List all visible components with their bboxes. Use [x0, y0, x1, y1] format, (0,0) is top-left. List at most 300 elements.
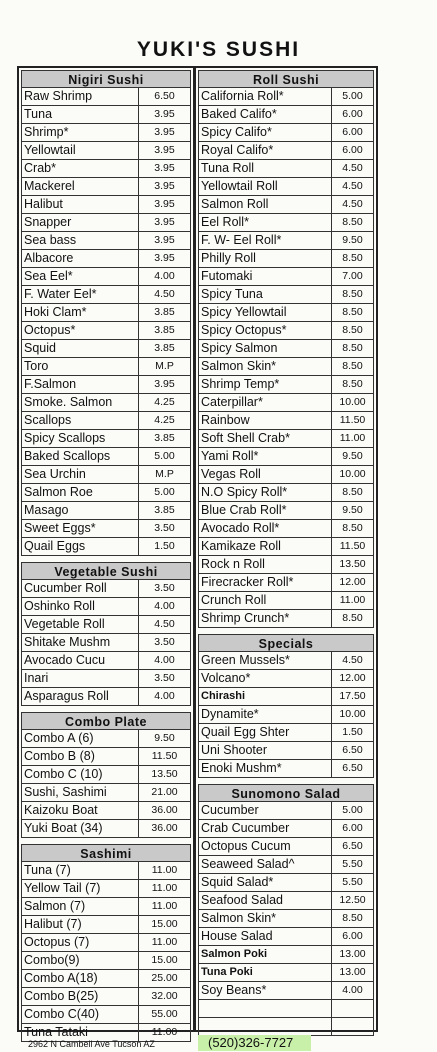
menu-item-name: Raw Shrimp	[21, 88, 139, 106]
menu-item-name: Squid Salad*	[198, 874, 332, 892]
menu-item-name: Green Mussels*	[198, 652, 332, 670]
menu-item-futomaki	[198, 268, 374, 286]
menu-item-name: Salmon Roll	[198, 196, 332, 214]
menu-item-scallops	[21, 412, 191, 430]
menu-item-name: Scallops	[21, 412, 139, 430]
menu-item-price: 4.50	[332, 652, 374, 670]
menu-item-asparagus-roll	[21, 688, 191, 706]
section-header-nigiri-sushi: Nigiri Sushi	[21, 70, 191, 88]
section-gap	[196, 628, 376, 632]
menu-item-price: 3.50	[139, 580, 191, 598]
menu-item-avocado-roll	[198, 520, 374, 538]
menu-item-price: 11.00	[139, 862, 191, 880]
menu-item-name: Quail Eggs	[21, 538, 139, 556]
menu-item-name: Yuki Boat (34)	[21, 820, 139, 838]
menu-item-price: 4.00	[139, 268, 191, 286]
menu-item-price: 4.50	[332, 160, 374, 178]
menu-item-name: Seaweed Salad^	[198, 856, 332, 874]
menu-item-sea-eel	[21, 268, 191, 286]
menu-item-price: 13.50	[139, 766, 191, 784]
menu-item-name: Kamikaze Roll	[198, 538, 332, 556]
menu-item-price: 12.00	[332, 670, 374, 688]
menu-item-price: 25.00	[139, 970, 191, 988]
menu-item-mackerel	[21, 178, 191, 196]
menu-item-name: Salmon Skin*	[198, 910, 332, 928]
menu-item-price: 10.00	[332, 394, 374, 412]
menu-item-name: Dynamite*	[198, 706, 332, 724]
menu-item-kaizoku-boat	[21, 802, 191, 820]
menu-item-quail-eggs	[21, 538, 191, 556]
menu-item-toro	[21, 358, 191, 376]
menu-item-name: Salmon Roe	[21, 484, 139, 502]
menu-item-name: Mackerel	[21, 178, 139, 196]
menu-item-sea-urchin	[21, 466, 191, 484]
menu-item-name: Combo A(18)	[21, 970, 139, 988]
address: 2962 N Cambell Ave Tucson AZ	[28, 1039, 155, 1049]
menu-item-price: 4.50	[332, 196, 374, 214]
menu-item-price: 15.00	[139, 952, 191, 970]
menu-item-name: Futomaki	[198, 268, 332, 286]
menu-item-spicy-yellowtail	[198, 304, 374, 322]
menu-item-name: Salmon Poki	[198, 946, 332, 964]
menu-item-price: 4.00	[139, 598, 191, 616]
menu-item-name: Halibut (7)	[21, 916, 139, 934]
menu-item-name: Spicy Scallops	[21, 430, 139, 448]
menu-item-california-roll	[198, 88, 374, 106]
menu-item-combo-c-40	[21, 1006, 191, 1024]
menu-item-name: Shrimp Crunch*	[198, 610, 332, 628]
menu-item-name: Inari	[21, 670, 139, 688]
menu-item-price: 11.00	[139, 880, 191, 898]
menu-item-name: Hoki Clam*	[21, 304, 139, 322]
menu-item-seaweed-salad	[198, 856, 374, 874]
menu-item-name: Seafood Salad	[198, 892, 332, 910]
menu-item-price: 9.50	[332, 232, 374, 250]
menu-item-price: 8.50	[332, 610, 374, 628]
menu-item-price: 11.00	[332, 430, 374, 448]
menu-item-name: Sea Urchin	[21, 466, 139, 484]
menu-item-spicy-salmon	[198, 340, 374, 358]
menu-item-philly-roll	[198, 250, 374, 268]
menu-item-price: 5.00	[332, 802, 374, 820]
menu-item-name: Tuna (7)	[21, 862, 139, 880]
menu-item-salmon-skin	[198, 910, 374, 928]
menu-item-name	[198, 1018, 332, 1036]
menu-item-house-salad	[198, 928, 374, 946]
menu-item-name: Avocado Cucu	[21, 652, 139, 670]
menu-item-shrimp	[21, 124, 191, 142]
menu-item-price: 8.50	[332, 484, 374, 502]
menu-item-name: Snapper	[21, 214, 139, 232]
menu-item-price: 3.95	[139, 106, 191, 124]
menu-item-price	[332, 1000, 374, 1018]
menu-item-dynamite	[198, 706, 374, 724]
menu-item-price: 10.00	[332, 706, 374, 724]
menu-item-price: 4.50	[139, 286, 191, 304]
menu-item-name: Sea Eel*	[21, 268, 139, 286]
menu-item-price: 4.00	[139, 688, 191, 706]
menu-item-price: 6.50	[139, 88, 191, 106]
menu-item-name: Spicy Tuna	[198, 286, 332, 304]
menu-item-price: 10.00	[332, 466, 374, 484]
menu-item-price: 15.00	[139, 916, 191, 934]
menu-item-name: Spicy Califo*	[198, 124, 332, 142]
menu-item-sea-bass	[21, 232, 191, 250]
menu-item-name: Tuna Roll	[198, 160, 332, 178]
menu-item-name: Philly Roll	[198, 250, 332, 268]
menu-item-spicy-octopus	[198, 322, 374, 340]
menu-item-price: 8.50	[332, 286, 374, 304]
menu-item-name: Rock n Roll	[198, 556, 332, 574]
menu-item-name: Rainbow	[198, 412, 332, 430]
menu-item-name: Soft Shell Crab*	[198, 430, 332, 448]
menu-item-price	[332, 1018, 374, 1036]
menu-item-price: 3.85	[139, 304, 191, 322]
menu-item-name: Baked Scallops	[21, 448, 139, 466]
menu-item-name: Cucumber Roll	[21, 580, 139, 598]
left-menu-column	[17, 66, 195, 1039]
menu-item-quail-egg-shter	[198, 724, 374, 742]
menu-item-price: 6.00	[332, 820, 374, 838]
menu-item-price: 11.00	[139, 934, 191, 952]
menu-item-soy-beans	[198, 982, 374, 1000]
menu-item-price: 4.00	[332, 982, 374, 1000]
menu-item-price: 3.95	[139, 232, 191, 250]
menu-item-price: 9.50	[332, 502, 374, 520]
menu-item-yami-roll	[198, 448, 374, 466]
menu-item-crab	[21, 160, 191, 178]
menu-item-price: 11.50	[139, 748, 191, 766]
menu-item-spicy-califo	[198, 124, 374, 142]
menu-item-name: Sushi, Sashimi	[21, 784, 139, 802]
menu-item-name: Combo C(40)	[21, 1006, 139, 1024]
menu-item-raw-shrimp	[21, 88, 191, 106]
menu-item-yellowtail	[21, 142, 191, 160]
section-header-sashimi: Sashimi	[21, 844, 191, 862]
menu-item-name: Royal Califo*	[198, 142, 332, 160]
menu-item-price: 36.00	[139, 820, 191, 838]
menu-item-name: Asparagus Roll	[21, 688, 139, 706]
restaurant-title: YUKI'S SUSHI	[136, 38, 301, 61]
menu-item-name: Masago	[21, 502, 139, 520]
menu-item-name: N.O Spicy Roll*	[198, 484, 332, 502]
menu-item-salmon-skin	[198, 358, 374, 376]
menu-item-name: Albacore	[21, 250, 139, 268]
phone-number: (520)326-7727	[198, 1035, 311, 1051]
menu-item-oshinko-roll	[21, 598, 191, 616]
menu-item-price: 3.95	[139, 196, 191, 214]
menu-item-name: F. W- Eel Roll*	[198, 232, 332, 250]
menu-item-price: 8.50	[332, 340, 374, 358]
menu-item-chirashi	[198, 688, 374, 706]
menu-item-combo-c-10	[21, 766, 191, 784]
menu-item-hoki-clam	[21, 304, 191, 322]
menu-item-shitake-mushm	[21, 634, 191, 652]
menu-item-name: Yellowtail Roll	[198, 178, 332, 196]
menu-item-price: 4.50	[332, 178, 374, 196]
menu-item-price: 8.50	[332, 520, 374, 538]
menu-item-price: 12.00	[332, 574, 374, 592]
menu-item-price: 7.00	[332, 268, 374, 286]
menu-item-name: Octopus (7)	[21, 934, 139, 952]
menu-item-caterpillar	[198, 394, 374, 412]
menu-item-price: 4.25	[139, 412, 191, 430]
menu-item-name: Firecracker Roll*	[198, 574, 332, 592]
menu-item-price: 8.50	[332, 358, 374, 376]
menu-item-price: 12.50	[332, 892, 374, 910]
menu-item-combo-b-25	[21, 988, 191, 1006]
menu-item-name: Vegetable Roll	[21, 616, 139, 634]
menu-item-name: Smoke. Salmon	[21, 394, 139, 412]
menu-item-blank	[198, 1000, 374, 1018]
menu-item-name: Blue Crab Roll*	[198, 502, 332, 520]
menu-item-price: 13.00	[332, 946, 374, 964]
menu-item-price: 13.50	[332, 556, 374, 574]
menu-item-snapper	[21, 214, 191, 232]
menu-item-halibut	[21, 196, 191, 214]
menu-item-price: 3.95	[139, 142, 191, 160]
menu-item-price: 17.50	[332, 688, 374, 706]
menu-item-tuna-roll	[198, 160, 374, 178]
menu-item-price: 8.50	[332, 322, 374, 340]
menu-item-crunch-roll	[198, 592, 374, 610]
menu-item-uni-shooter	[198, 742, 374, 760]
menu-item-combo-b-8	[21, 748, 191, 766]
menu-item-name: Spicy Salmon	[198, 340, 332, 358]
section-header-combo-plate: Combo Plate	[21, 712, 191, 730]
menu-item-name: F. Water Eel*	[21, 286, 139, 304]
menu-item-price: 5.00	[139, 484, 191, 502]
menu-item-price: 8.50	[332, 304, 374, 322]
menu-item-price: 8.50	[332, 376, 374, 394]
menu-item-price: 11.00	[139, 1024, 191, 1042]
menu-item-shrimp-temp	[198, 376, 374, 394]
menu-item-seafood-salad	[198, 892, 374, 910]
menu-item-name: Salmon (7)	[21, 898, 139, 916]
menu-item-volcano	[198, 670, 374, 688]
menu-item-masago	[21, 502, 191, 520]
menu-item-price: 3.95	[139, 214, 191, 232]
menu-item-name: Salmon Skin*	[198, 358, 332, 376]
menu-item-price: 3.85	[139, 340, 191, 358]
menu-item-price: 5.00	[332, 88, 374, 106]
menu-item-price: 1.50	[332, 724, 374, 742]
right-menu-column	[194, 66, 378, 1032]
menu-item-yuki-boat-34	[21, 820, 191, 838]
menu-item-combo-a-6	[21, 730, 191, 748]
menu-item-price: 4.00	[139, 652, 191, 670]
menu-item-price: 5.50	[332, 874, 374, 892]
menu-item-price: 11.50	[332, 412, 374, 430]
menu-item-tuna-poki	[198, 964, 374, 982]
menu-item-name: Crunch Roll	[198, 592, 332, 610]
menu-item-name: Yami Roll*	[198, 448, 332, 466]
menu-item-name: Yellowtail	[21, 142, 139, 160]
menu-item-price: 4.25	[139, 394, 191, 412]
menu-item-price: 4.50	[139, 616, 191, 634]
menu-item-name: Yellow Tail (7)	[21, 880, 139, 898]
section-header-specials: Specials	[198, 634, 374, 652]
menu-item-eel-roll	[198, 214, 374, 232]
menu-item-name: Avocado Roll*	[198, 520, 332, 538]
menu-item-name: Combo B(25)	[21, 988, 139, 1006]
menu-item-price: 3.85	[139, 322, 191, 340]
menu-item-name: Volcano*	[198, 670, 332, 688]
menu-item-combo-a-18	[21, 970, 191, 988]
menu-item-blank	[198, 1018, 374, 1036]
menu-item-price: 6.00	[332, 106, 374, 124]
menu-item-n-o-spicy-roll	[198, 484, 374, 502]
menu-item-price: 8.50	[332, 250, 374, 268]
menu-item-cucumber-roll	[21, 580, 191, 598]
menu-item-salmon-roe	[21, 484, 191, 502]
menu-item-blue-crab-roll	[198, 502, 374, 520]
menu-item-name: Combo A (6)	[21, 730, 139, 748]
menu-item-price: 6.00	[332, 142, 374, 160]
menu-item-rainbow	[198, 412, 374, 430]
menu-item-name: Octopus Cucum	[198, 838, 332, 856]
menu-item-name: House Salad	[198, 928, 332, 946]
menu-item-royal-califo	[198, 142, 374, 160]
menu-item-name: Kaizoku Boat	[21, 802, 139, 820]
menu-item-name: Soy Beans*	[198, 982, 332, 1000]
menu-item-price: 6.50	[332, 760, 374, 778]
menu-item-price: 6.50	[332, 742, 374, 760]
menu-item-name: Shrimp Temp*	[198, 376, 332, 394]
menu-item-vegetable-roll	[21, 616, 191, 634]
menu-item-name: Sea bass	[21, 232, 139, 250]
menu-item-yellowtail-roll	[198, 178, 374, 196]
menu-item-name: Vegas Roll	[198, 466, 332, 484]
menu-item-vegas-roll	[198, 466, 374, 484]
menu-item-name: Cucumber	[198, 802, 332, 820]
menu-item-name: Quail Egg Shter	[198, 724, 332, 742]
menu-item-price: 32.00	[139, 988, 191, 1006]
menu-item-price: 5.50	[332, 856, 374, 874]
menu-item-octopus-cucum	[198, 838, 374, 856]
menu-item-price: 5.00	[139, 448, 191, 466]
menu-item-squid-salad	[198, 874, 374, 892]
menu-item-name: Shrimp*	[21, 124, 139, 142]
menu-item-enoki-mushm	[198, 760, 374, 778]
section-gap	[19, 706, 193, 710]
menu-item-firecracker-roll	[198, 574, 374, 592]
menu-item-price: 6.00	[332, 928, 374, 946]
menu-item-tuna	[21, 106, 191, 124]
section-gap	[196, 778, 376, 782]
menu-item-price: 3.50	[139, 520, 191, 538]
menu-item-name: Oshinko Roll	[21, 598, 139, 616]
menu-item-smoke-salmon	[21, 394, 191, 412]
menu-item-name: Tuna Tataki	[21, 1024, 139, 1042]
section-gap	[19, 838, 193, 842]
menu-item-cucumber	[198, 802, 374, 820]
menu-item-price: M.P	[139, 466, 191, 484]
menu-item-price: 8.50	[332, 910, 374, 928]
menu-item-inari	[21, 670, 191, 688]
menu-item-name: Halibut	[21, 196, 139, 214]
menu-item-spicy-scallops	[21, 430, 191, 448]
menu-item-name: Toro	[21, 358, 139, 376]
menu-item-price: 3.95	[139, 376, 191, 394]
menu-item-name: Combo(9)	[21, 952, 139, 970]
menu-item-name: Tuna	[21, 106, 139, 124]
section-gap	[19, 556, 193, 560]
menu-item-name: Chirashi	[198, 688, 332, 706]
menu-item-name: Sweet Eggs*	[21, 520, 139, 538]
menu-item-name: Crab Cucumber	[198, 820, 332, 838]
menu-item-soft-shell-crab	[198, 430, 374, 448]
menu-item-f-salmon	[21, 376, 191, 394]
menu-item-name: Uni Shooter	[198, 742, 332, 760]
menu-item-crab-cucumber	[198, 820, 374, 838]
menu-item-baked-califo	[198, 106, 374, 124]
menu-item-baked-scallops	[21, 448, 191, 466]
menu-item-name: Crab*	[21, 160, 139, 178]
menu-item-name: Shitake Mushm	[21, 634, 139, 652]
menu-item-tuna-7	[21, 862, 191, 880]
menu-item-price: 13.00	[332, 964, 374, 982]
menu-item-price: 1.50	[139, 538, 191, 556]
menu-item-name: Baked Califo*	[198, 106, 332, 124]
menu-item-name: Octopus*	[21, 322, 139, 340]
menu-item-price: 3.95	[139, 178, 191, 196]
menu-item-name: Caterpillar*	[198, 394, 332, 412]
menu-item-price: 55.00	[139, 1006, 191, 1024]
menu-item-price: 9.50	[332, 448, 374, 466]
menu-item-salmon-poki	[198, 946, 374, 964]
menu-item-name: Eel Roll*	[198, 214, 332, 232]
menu-item-sweet-eggs	[21, 520, 191, 538]
menu-item-f-w-eel-roll	[198, 232, 374, 250]
menu-item-price: 11.50	[332, 538, 374, 556]
menu-item-name: Combo B (8)	[21, 748, 139, 766]
section-header-sunomono-salad: Sunomono Salad	[198, 784, 374, 802]
menu-item-price: 11.00	[332, 592, 374, 610]
menu-item-name: F.Salmon	[21, 376, 139, 394]
menu-item-squid	[21, 340, 191, 358]
menu-item-price: 3.85	[139, 430, 191, 448]
menu-item-name: Combo C (10)	[21, 766, 139, 784]
menu-item-price: M.P	[139, 358, 191, 376]
menu-item-halibut-7	[21, 916, 191, 934]
menu-item-name: Spicy Yellowtail	[198, 304, 332, 322]
menu-item-combo-9	[21, 952, 191, 970]
menu-item-rock-n-roll	[198, 556, 374, 574]
menu-item-price: 21.00	[139, 784, 191, 802]
menu-item-kamikaze-roll	[198, 538, 374, 556]
menu-item-salmon-7	[21, 898, 191, 916]
section-header-vegetable-sushi: Vegetable Sushi	[21, 562, 191, 580]
menu-item-yellow-tail-7	[21, 880, 191, 898]
menu-item-sushi-sashimi	[21, 784, 191, 802]
menu-item-shrimp-crunch	[198, 610, 374, 628]
menu-item-albacore	[21, 250, 191, 268]
menu-item-octopus-7	[21, 934, 191, 952]
menu-item-spicy-tuna	[198, 286, 374, 304]
menu-item-price: 3.85	[139, 502, 191, 520]
section-header-roll-sushi: Roll Sushi	[198, 70, 374, 88]
menu-item-name: Tuna Poki	[198, 964, 332, 982]
menu-item-price: 3.50	[139, 670, 191, 688]
menu-item-price: 36.00	[139, 802, 191, 820]
menu-item-name: Squid	[21, 340, 139, 358]
menu-item-octopus	[21, 322, 191, 340]
menu-item-price: 3.95	[139, 160, 191, 178]
menu-item-price: 8.50	[332, 214, 374, 232]
menu-item-price: 6.00	[332, 124, 374, 142]
menu-item-name: Spicy Octopus*	[198, 322, 332, 340]
